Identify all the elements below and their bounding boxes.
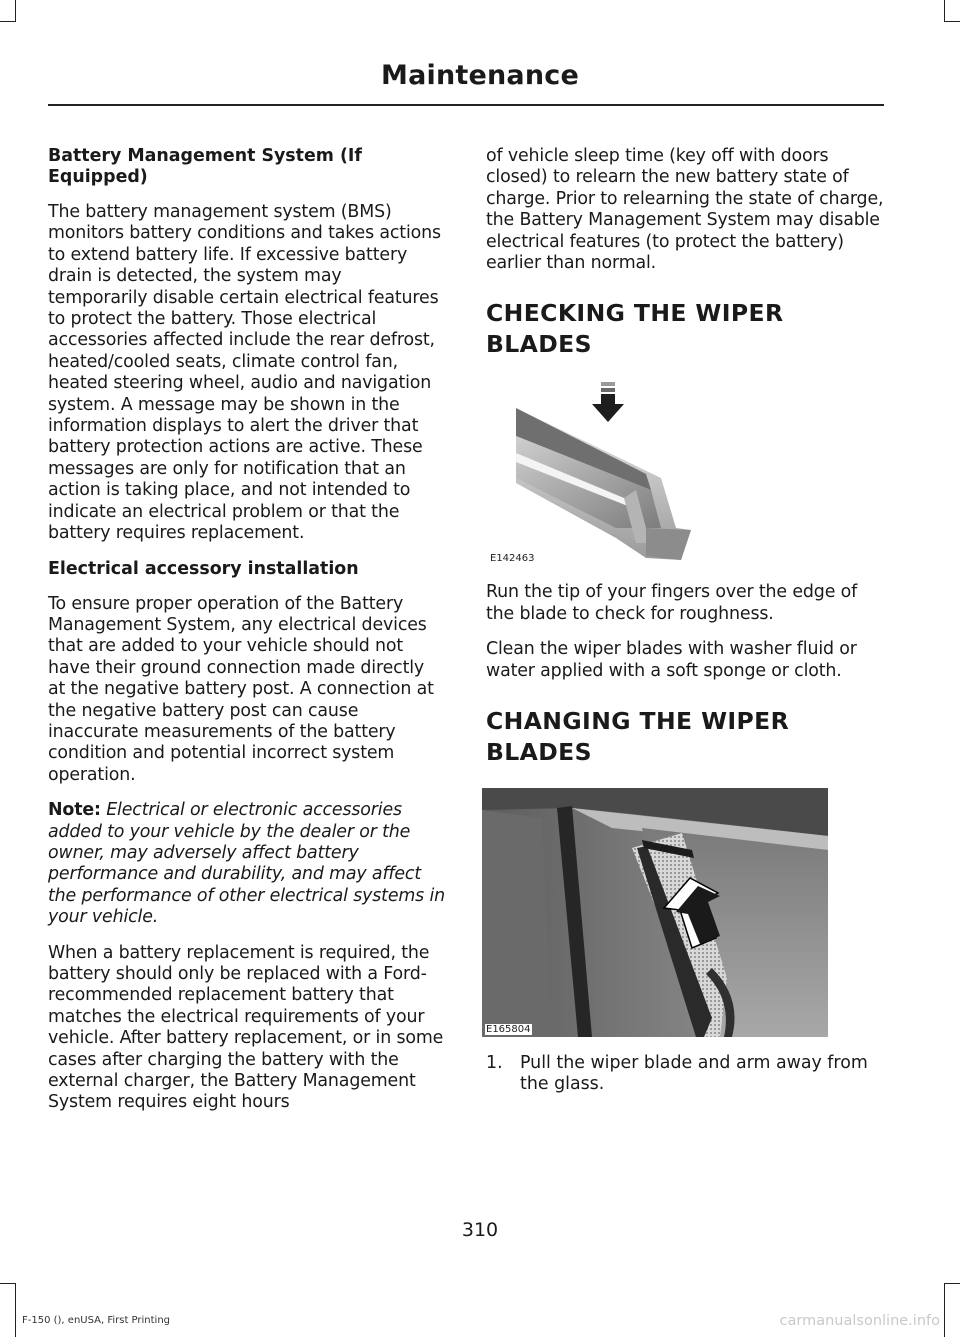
note-paragraph [48,800,446,928]
publication-footer: F-150 (), enUSA, First Printing [22,1315,171,1326]
install-paragraph: To ensure proper operation of the Battery Management System, any electrical devices that are added to your vehicle should not have their ground connection made directly at the negative battery post. A connection at the negative battery post can cause inaccurate measurements of the battery condition and potential incorrect system operation. [48,593,434,785]
continued-paragraph: of vehicle sleep time (key off with doors closed) to relearn the new battery state of charge. Prior to relearning the state of charge, the Battery Management System may disable electrical features (to protect the battery) earlier than normal. [486,146,884,274]
page-header-title: Maintenance [381,60,579,91]
watermark: carmanualsonline.info [779,1313,940,1329]
crop-mark [0,21,15,22]
page-number: 310 [461,1219,499,1241]
replacement-paragraph: When a battery replacement is required, the battery should only be replaced with a Ford-recommended replacement battery that matches the electrical requirements of your vehicle. After battery replacement, or in some cases after charging the battery with the external charger, the Battery Management System requires eight hours [48,942,444,1113]
wiper-blade-figure [486,378,700,566]
crop-mark [0,1283,15,1284]
figure-id: E165804 [486,1024,531,1036]
check-paragraph-1: Run the tip of your fingers over the edge of the blade to check for roughness. [486,582,858,624]
note-label: Note: [48,800,101,821]
bms-heading: Battery Management System (If Equipped) [48,146,362,187]
figure-id: E142463 [490,553,535,565]
wiper-arm-figure [482,788,828,1037]
check-paragraph-2: Clean the wiper blades with washer fluid or water applied with a soft sponge or cloth. [486,639,857,681]
crop-mark [944,1283,960,1284]
checking-heading-line1: CHECKING THE WIPER [486,299,784,328]
header-rule [48,104,884,106]
changing-wiper-heading [486,706,884,768]
wiper-arm-illustration [482,788,828,1037]
wiper-blade-illustration [486,378,700,566]
bms-paragraph: The battery management system (BMS) monitors battery conditions and takes actions to extend battery life. If excessive battery drain is detected, the system may temporarily disable certain electrical features to protect the battery. Those electrical accessories affected include the rear defrost, heated/cooled seats, climate control fan, heated steering wheel, audio and navigation system. A message may be shown in the information displays to alert the driver that battery protection actions are active. These messages are only for notification that an action is taking place, and not intended to indicate an electrical problem or that the battery requires replacement. [48,202,441,544]
crop-mark [15,1283,16,1337]
crop-mark [15,0,16,22]
right-column [486,146,884,1096]
changing-heading-line2: BLADES [486,738,592,767]
changing-heading-line1: CHANGING THE WIPER [486,707,790,736]
step-text: Pull the wiper blade and arm away from the glass. [520,1053,868,1095]
steps-list [486,1053,884,1096]
step-number: 1. [486,1053,503,1074]
checking-wiper-heading [486,298,884,360]
crop-mark [944,1283,945,1337]
install-heading: Electrical accessory installation [48,558,359,579]
note-text: Electrical or electronic accessories added to your vehicle by the dealer or the owner, may adversely affect battery performance and durability, and may affect the performance of other electrical systems in your vehicle. [48,800,446,928]
list-item [486,1053,884,1096]
left-column [48,146,446,1128]
crop-mark [944,0,945,22]
checking-heading-line2: BLADES [486,330,592,359]
crop-mark [944,21,960,22]
